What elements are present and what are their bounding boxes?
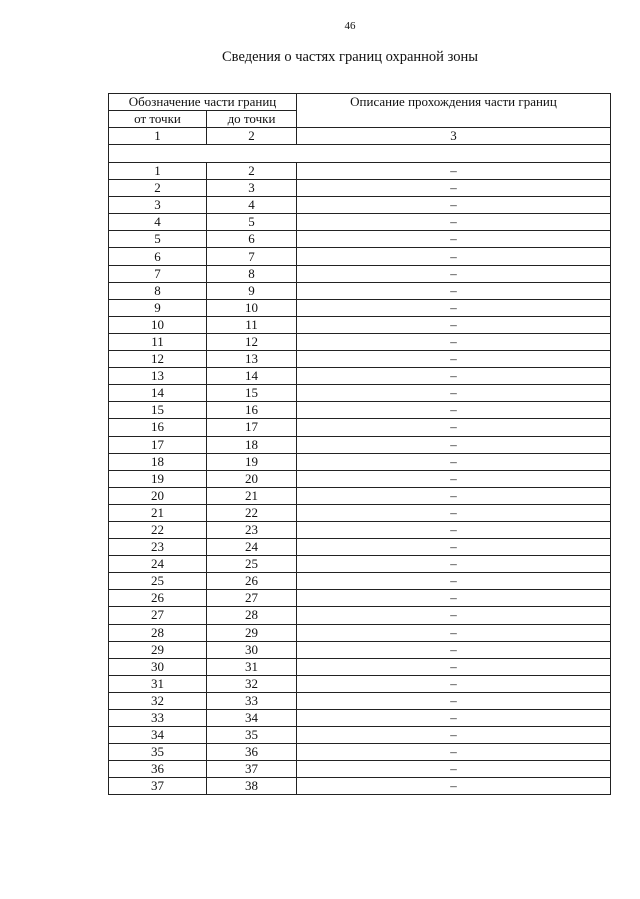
from-point-cell: 3	[109, 197, 207, 214]
from-point-cell: 14	[109, 385, 207, 402]
to-point-cell: 10	[207, 299, 297, 316]
description-cell: –	[297, 761, 611, 778]
table-row	[109, 231, 611, 248]
table-row	[109, 385, 611, 402]
blank-section-row	[109, 145, 611, 163]
from-point-cell: 20	[109, 487, 207, 504]
description-cell: –	[297, 214, 611, 231]
description-cell: –	[297, 402, 611, 419]
from-point-cell: 28	[109, 624, 207, 641]
description-cell: –	[297, 778, 611, 795]
description-cell: –	[297, 692, 611, 709]
table-row	[109, 299, 611, 316]
description-cell: –	[297, 197, 611, 214]
table-row	[109, 180, 611, 197]
to-point-cell: 4	[207, 197, 297, 214]
header-boundary-designation: Обозначение части границ	[109, 94, 297, 111]
table-row	[109, 761, 611, 778]
to-point-cell: 3	[207, 180, 297, 197]
from-point-cell: 27	[109, 607, 207, 624]
table-row	[109, 470, 611, 487]
from-point-cell: 7	[109, 265, 207, 282]
boundary-parts-table	[108, 93, 611, 795]
table-row	[109, 265, 611, 282]
from-point-cell: 11	[109, 333, 207, 350]
description-cell: –	[297, 163, 611, 180]
description-cell: –	[297, 316, 611, 333]
to-point-cell: 25	[207, 556, 297, 573]
from-point-cell: 21	[109, 504, 207, 521]
table-row	[109, 453, 611, 470]
to-point-cell: 8	[207, 265, 297, 282]
description-cell: –	[297, 641, 611, 658]
table-row	[109, 607, 611, 624]
description-cell: –	[297, 675, 611, 692]
from-point-cell: 19	[109, 470, 207, 487]
to-point-cell: 7	[207, 248, 297, 265]
table-row	[109, 402, 611, 419]
to-point-cell: 6	[207, 231, 297, 248]
table-row	[109, 163, 611, 180]
description-cell: –	[297, 710, 611, 727]
to-point-cell: 35	[207, 727, 297, 744]
to-point-cell: 16	[207, 402, 297, 419]
to-point-cell: 5	[207, 214, 297, 231]
description-cell: –	[297, 436, 611, 453]
description-cell: –	[297, 521, 611, 538]
from-point-cell: 1	[109, 163, 207, 180]
table-row	[109, 624, 611, 641]
table-row	[109, 727, 611, 744]
from-point-cell: 8	[109, 282, 207, 299]
from-point-cell: 36	[109, 761, 207, 778]
from-point-cell: 37	[109, 778, 207, 795]
from-point-cell: 18	[109, 453, 207, 470]
from-point-cell: 16	[109, 419, 207, 436]
table-row	[109, 504, 611, 521]
description-cell: –	[297, 265, 611, 282]
to-point-cell: 9	[207, 282, 297, 299]
table-row	[109, 436, 611, 453]
to-point-cell: 23	[207, 521, 297, 538]
from-point-cell: 24	[109, 556, 207, 573]
from-point-cell: 2	[109, 180, 207, 197]
from-point-cell: 13	[109, 368, 207, 385]
table-row	[109, 419, 611, 436]
from-point-cell: 4	[109, 214, 207, 231]
description-cell: –	[297, 744, 611, 761]
description-cell: –	[297, 504, 611, 521]
from-point-cell: 30	[109, 658, 207, 675]
to-point-cell: 20	[207, 470, 297, 487]
header-to-point: до точки	[207, 111, 297, 128]
column-number: 2	[207, 128, 297, 145]
table-row	[109, 590, 611, 607]
description-cell: –	[297, 333, 611, 350]
description-cell: –	[297, 231, 611, 248]
column-number: 1	[109, 128, 207, 145]
description-cell: –	[297, 180, 611, 197]
to-point-cell: 14	[207, 368, 297, 385]
table-row	[109, 539, 611, 556]
table-row	[109, 675, 611, 692]
table-row	[109, 521, 611, 538]
from-point-cell: 5	[109, 231, 207, 248]
to-point-cell: 26	[207, 573, 297, 590]
to-point-cell: 17	[207, 419, 297, 436]
to-point-cell: 33	[207, 692, 297, 709]
from-point-cell: 26	[109, 590, 207, 607]
table-row	[109, 248, 611, 265]
description-cell: –	[297, 727, 611, 744]
to-point-cell: 38	[207, 778, 297, 795]
column-number: 3	[297, 128, 611, 145]
to-point-cell: 29	[207, 624, 297, 641]
to-point-cell: 15	[207, 385, 297, 402]
description-cell: –	[297, 351, 611, 368]
description-cell: –	[297, 556, 611, 573]
description-cell: –	[297, 299, 611, 316]
table-row	[109, 316, 611, 333]
description-cell: –	[297, 487, 611, 504]
description-cell: –	[297, 607, 611, 624]
from-point-cell: 15	[109, 402, 207, 419]
table-row	[109, 333, 611, 350]
document-title: Сведения о частях границ охранной зоны	[222, 49, 478, 65]
from-point-cell: 31	[109, 675, 207, 692]
to-point-cell: 28	[207, 607, 297, 624]
to-point-cell: 36	[207, 744, 297, 761]
to-point-cell: 34	[207, 710, 297, 727]
from-point-cell: 17	[109, 436, 207, 453]
from-point-cell: 29	[109, 641, 207, 658]
from-point-cell: 25	[109, 573, 207, 590]
from-point-cell: 9	[109, 299, 207, 316]
description-cell: –	[297, 282, 611, 299]
table-row	[109, 692, 611, 709]
description-cell: –	[297, 470, 611, 487]
header-from-point: от точки	[109, 111, 207, 128]
description-cell: –	[297, 658, 611, 675]
table-row	[109, 368, 611, 385]
table-body	[109, 163, 611, 795]
table-row	[109, 658, 611, 675]
description-cell: –	[297, 624, 611, 641]
to-point-cell: 19	[207, 453, 297, 470]
table-row	[109, 351, 611, 368]
from-point-cell: 35	[109, 744, 207, 761]
to-point-cell: 27	[207, 590, 297, 607]
description-cell: –	[297, 573, 611, 590]
to-point-cell: 30	[207, 641, 297, 658]
to-point-cell: 24	[207, 539, 297, 556]
from-point-cell: 32	[109, 692, 207, 709]
to-point-cell: 11	[207, 316, 297, 333]
table-row	[109, 573, 611, 590]
description-cell: –	[297, 453, 611, 470]
description-cell: –	[297, 590, 611, 607]
description-cell: –	[297, 419, 611, 436]
description-cell: –	[297, 385, 611, 402]
from-point-cell: 6	[109, 248, 207, 265]
to-point-cell: 37	[207, 761, 297, 778]
to-point-cell: 13	[207, 351, 297, 368]
from-point-cell: 33	[109, 710, 207, 727]
table-row	[109, 197, 611, 214]
header-description: Описание прохождения части границ	[297, 94, 611, 128]
to-point-cell: 31	[207, 658, 297, 675]
table-row	[109, 214, 611, 231]
to-point-cell: 21	[207, 487, 297, 504]
from-point-cell: 10	[109, 316, 207, 333]
table-row	[109, 487, 611, 504]
to-point-cell: 18	[207, 436, 297, 453]
to-point-cell: 22	[207, 504, 297, 521]
to-point-cell: 2	[207, 163, 297, 180]
table-row	[109, 778, 611, 795]
description-cell: –	[297, 539, 611, 556]
table-row	[109, 710, 611, 727]
table-row	[109, 282, 611, 299]
to-point-cell: 32	[207, 675, 297, 692]
from-point-cell: 12	[109, 351, 207, 368]
from-point-cell: 23	[109, 539, 207, 556]
page-number: 46	[344, 20, 356, 32]
description-cell: –	[297, 368, 611, 385]
from-point-cell: 22	[109, 521, 207, 538]
table-row	[109, 744, 611, 761]
to-point-cell: 12	[207, 333, 297, 350]
table-row	[109, 641, 611, 658]
description-cell: –	[297, 248, 611, 265]
table-row	[109, 556, 611, 573]
from-point-cell: 34	[109, 727, 207, 744]
